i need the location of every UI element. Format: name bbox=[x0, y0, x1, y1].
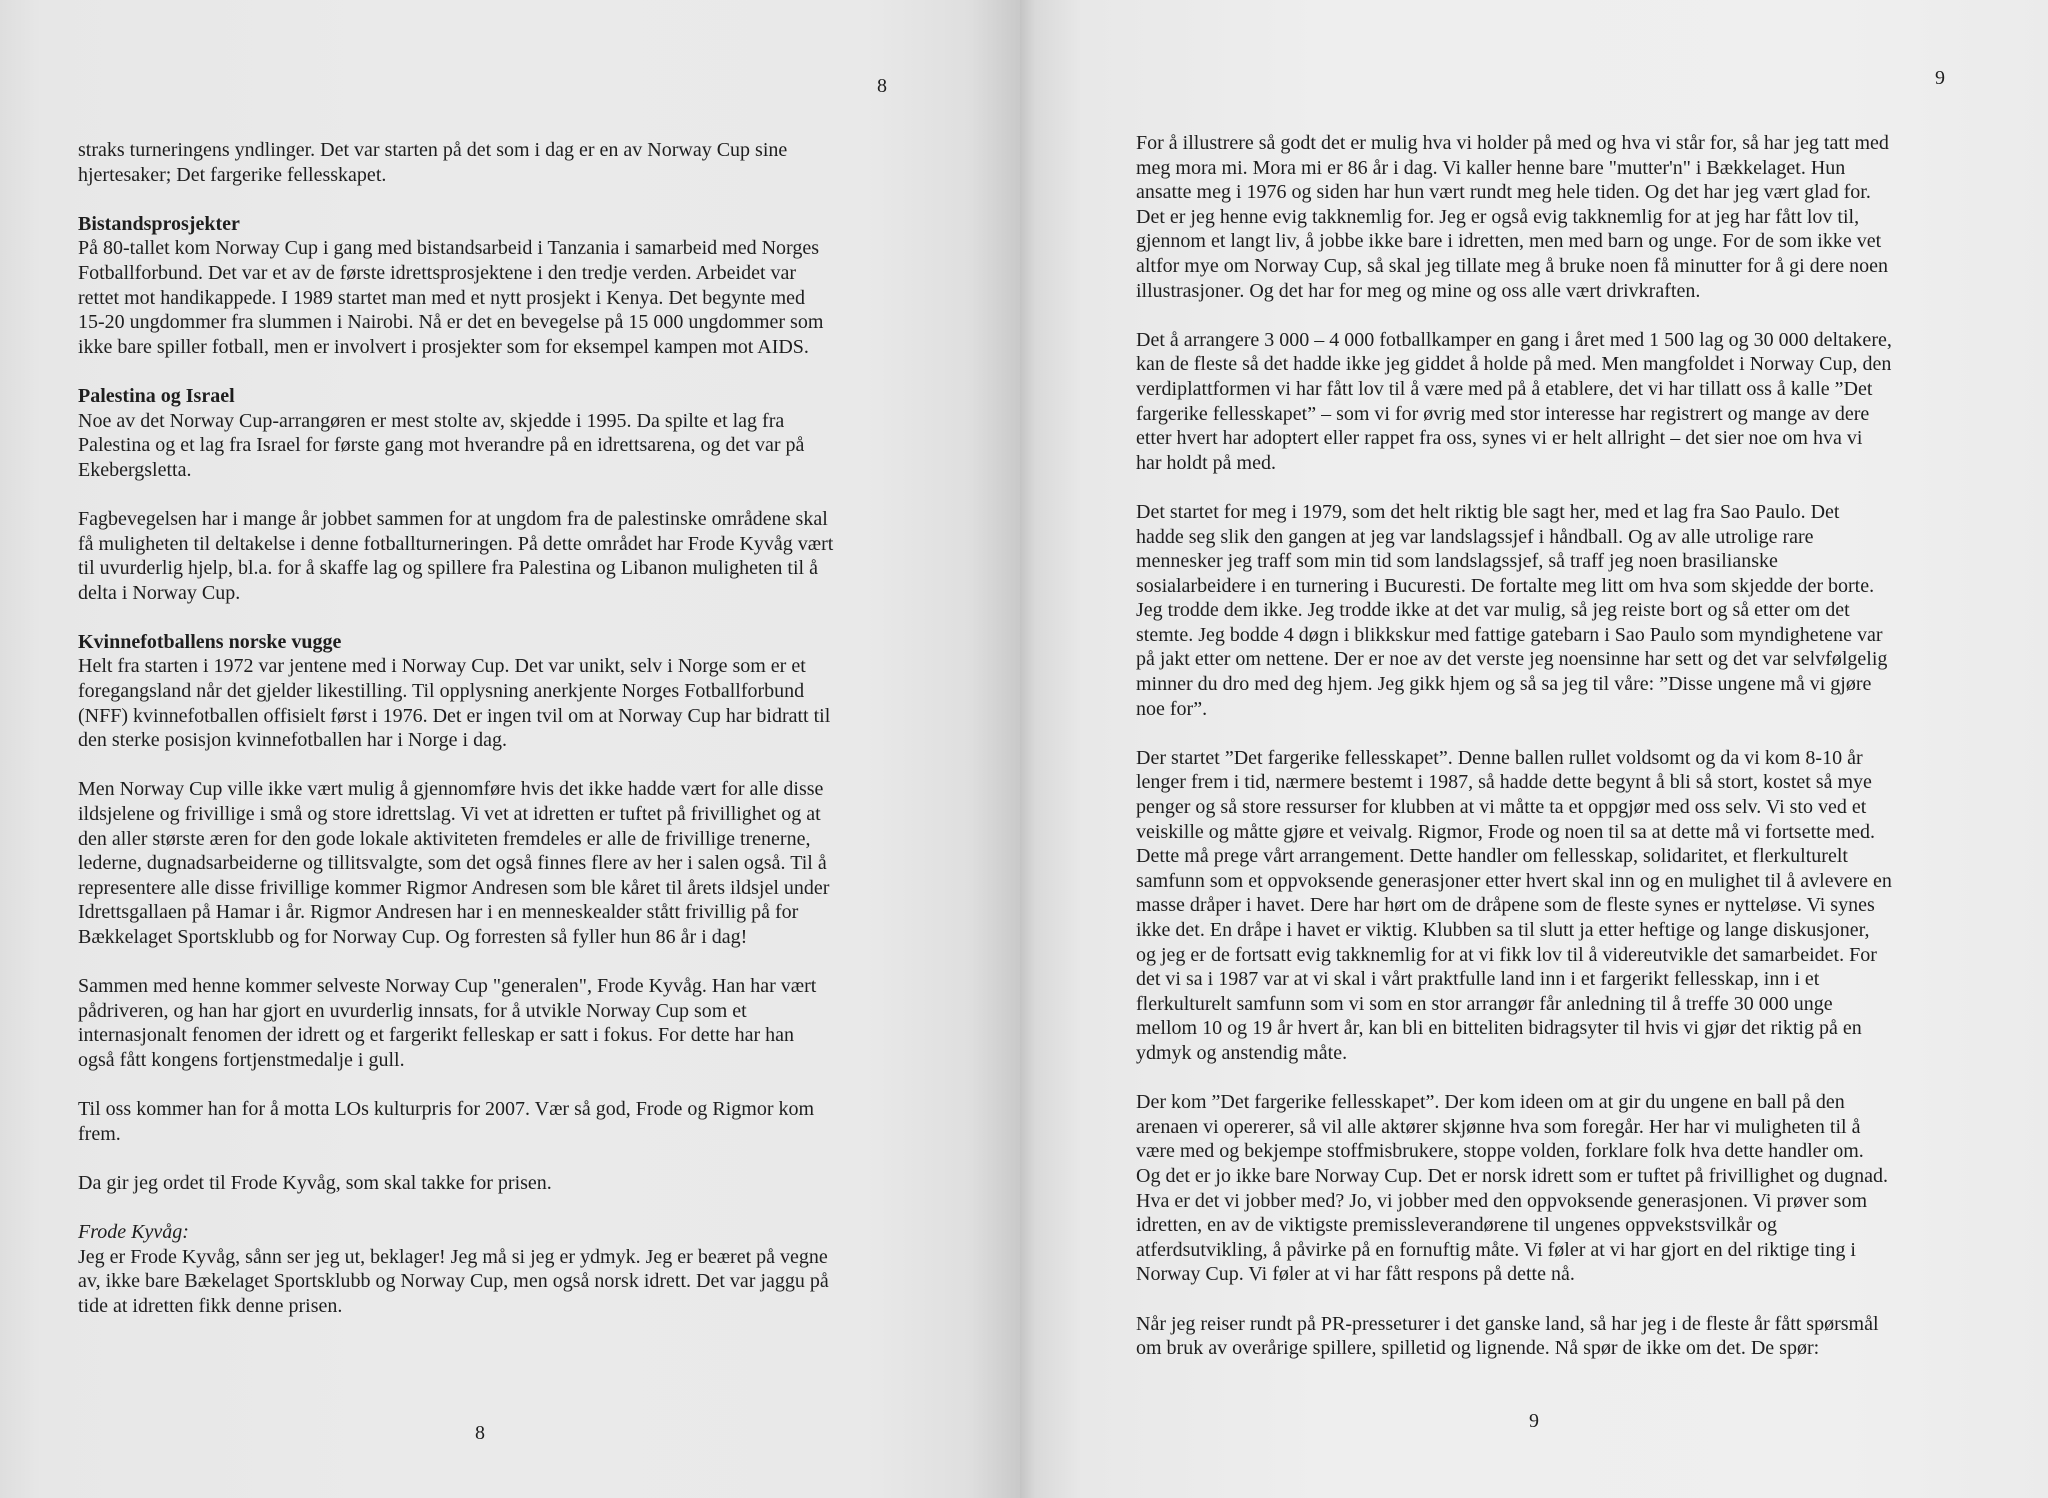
text-line: flerkulturelt samfunn som vi som en stor arrangør får anledning til å treffe 30 000 unge bbox=[1136, 992, 1833, 1015]
text-line: noe for”. bbox=[1136, 697, 1208, 720]
text-line: Og det er jo ikke bare Norway Cup. Det er norsk idrett som er tuftet på frivillighet og dugnad. bbox=[1136, 1164, 1889, 1187]
text-line: ikke det. En dråpe i havet er viktig. Klubben sa til slutt ja etter heftige og lange diskusjoner, bbox=[1136, 919, 1870, 941]
left-page bbox=[0, 0, 1020, 1498]
text-line: Palestina og et lag fra Israel for første gang mot hverandre på en idrettsarena, og det var på bbox=[78, 434, 805, 457]
text-line: kan de fleste så det hadde ikke jeg giddet å holde på med. Men mangfoldet i Norway Cup, den bbox=[1136, 353, 1892, 376]
text-line: stemte. Jeg bodde 4 døgn i blikkskur med fattige gatebarn i Sao Paulo som myndighetene var bbox=[1136, 623, 1883, 646]
text-line: etter hvert har adoptert eller rappet fra oss, synes vi er helt allright – det sier noe om hva vi bbox=[1136, 427, 1863, 450]
text-column bbox=[78, 138, 833, 1343]
text-line: For å illustrere så godt det er mulig hva vi holder på med og hva vi står for, så har jeg tatt med bbox=[1136, 132, 1889, 154]
text-line: 15-20 ungdommer fra slummen i Nairobi. Nå er det en bevegelse på 15 000 ungdommer som bbox=[78, 311, 824, 334]
page-number-bottom: 8 bbox=[475, 1422, 485, 1444]
text-line: rettet mot handikappede. I 1989 startet man med et nytt prosjekt i Kenya. Det begynte med bbox=[78, 286, 806, 309]
paragraph bbox=[1136, 1312, 1892, 1361]
text-line: ydmyk og anstendig måte. bbox=[1136, 1041, 1348, 1064]
text-line: atferdsutvikling, å påvirke på en fornuftig måte. Vi føler at vi har gjort en del riktige ting i bbox=[1136, 1238, 1856, 1261]
text-line: meg mora mi. Mora mi er 86 år i dag. Vi kaller henne bare "mutter'n" i Bækkelaget. Hun bbox=[1136, 156, 1846, 179]
text-line: den sterke posisjon kvinnefotballen har i Norge i dag. bbox=[78, 729, 507, 752]
section-kvinnefotballens-norske-vugge bbox=[78, 630, 833, 1196]
text-line: Til oss kommer han for å motta LOs kulturpris for 2007. Vær så god, Frode og Rigmor kom bbox=[78, 1098, 815, 1121]
paragraph bbox=[1136, 328, 1892, 476]
text-line: sosialarbeidere i en turnering i Bucuresti. De fortalte meg litt om hva som skjedde der borte. bbox=[1136, 574, 1875, 597]
text-column bbox=[1136, 131, 1892, 1385]
section-heading: Kvinnefotballens norske vugge bbox=[78, 630, 342, 653]
paragraph bbox=[1136, 1090, 1892, 1287]
text-line: minner du dro med deg hjem. Jeg gikk hjem og så sa jeg til våre: ”Disse ungene må vi gjøre bbox=[1136, 673, 1872, 696]
text-line: av, ikke bare Bækelaget Sportsklubb og Norway Cup, men også norsk idrett. Det var jaggu på bbox=[78, 1270, 829, 1293]
text-line: fargerike fellesskapet” – som vi for øvrig med stor interesse har registrert og mange av dere bbox=[1136, 402, 1870, 425]
text-line: Jeg trodde dem ikke. Jeg trodde ikke at det var mulig, så jeg reiste bort og så etter om det bbox=[1136, 599, 1850, 622]
paragraph bbox=[78, 777, 833, 949]
text-line: Fotballforbund. Det var et av de første idrettsprosjektene i den tredje verden. Arbeidet var bbox=[78, 261, 797, 284]
text-line: Det er jeg henne evig takknemlig for. Jeg er også evig takknemlig for at jeg har fått lov til, bbox=[1136, 205, 1860, 228]
text-line: ikke bare spiller fotball, men er involvert i prosjekter som for eksempel kampen mot AIDS. bbox=[78, 335, 809, 358]
paragraph bbox=[78, 409, 833, 483]
text-line: samfunn som et oppvoksende generasjoner etter hvert skal inn og en mulighet til å avlevere en bbox=[1136, 869, 1892, 892]
text-line: Det startet for meg i 1979, som det helt riktig ble sagt her, med et lag fra Sao Paulo. Det bbox=[1136, 500, 1840, 523]
text-line: illustrasjoner. Og det har for meg og mine og oss alle vært drivkraften. bbox=[1136, 279, 1701, 302]
text-line: og jeg er de fortsatt evig takknemlig for at vi fikk lov til å videreutvikle det samarbeidet. For bbox=[1136, 943, 1877, 966]
text-line: den aller største æren for den gode lokale aktiviteten fremdeles er alle de frivillige trenerne, bbox=[78, 827, 811, 850]
section-heading: Bistandsprosjekter bbox=[78, 212, 240, 235]
text-line: Men Norway Cup ville ikke vært mulig å gjennomføre hvis det ikke hadde vært for alle disse bbox=[78, 778, 824, 801]
text-line: Fagbevegelsen har i mange år jobbet sammen for at ungdom fra de palestinske områdene skal bbox=[78, 507, 828, 530]
text-line: (NFF) kvinnefotballen offisielt først i 1976. Det er ingen tvil om at Norway Cup har bidratt til bbox=[78, 704, 831, 727]
text-line: mennesker jeg traff som min tid som landslagssjef, så traff jeg noen brasilianske bbox=[1136, 550, 1778, 573]
text-line: det vi sa i 1987 var at vi skal i vårt praktfulle land inn i et fargerikt fellesskap, inn i et bbox=[1136, 968, 1820, 991]
text-line: hadde seg slik den gangen at jeg var landslagssjef i håndball. Og av alle utrolige rare bbox=[1136, 525, 1814, 548]
text-line: Idrettsgallaen på Hamar i år. Rigmor Andresen har i en menneskealder stått frivillig på for bbox=[78, 901, 799, 924]
paragraph bbox=[78, 1171, 833, 1196]
text-line: masse dråper i havet. Dere har hørt om de dråpene som de fleste synes er nytteløse. Vi synes bbox=[1136, 894, 1875, 917]
text-line: pådriveren, og han har gjort en uvurderlig innsats, for å utvikle Norway Cup som et bbox=[78, 999, 747, 1022]
text-line: lenger frem i tid, nærmere bestemt i 1987, så hadde dette begynt å bli så stort, kostet så mye bbox=[1136, 771, 1872, 794]
text-line: verdiplattformen vi har fått lov til å være med på å etablere, det vi har tillatt oss å kalle ”Det bbox=[1136, 377, 1873, 400]
text-line: lederne, dugnadsarbeiderne og tillitsvalgte, som det også finnes flere av her i salen også. Til å bbox=[78, 852, 827, 875]
paragraph bbox=[78, 974, 833, 1072]
section-palestina-og-israel bbox=[78, 384, 833, 605]
text-line: til uvurderlig hjelp, bl.a. for å skaffe lag og spillere fra Palestina og Libanon muligheten til å bbox=[78, 557, 818, 580]
page-number-bottom: 9 bbox=[1529, 1410, 1539, 1432]
paragraph bbox=[78, 1097, 833, 1146]
text-line: frem. bbox=[78, 1122, 121, 1145]
section-heading: Palestina og Israel bbox=[78, 384, 235, 407]
text-line: Dette må prege vårt arrangement. Dette handler om fellesskap, solidaritet, et flerkulturelt bbox=[1136, 845, 1848, 868]
text-line: ansatte meg i 1976 og siden har hun vært rundt meg hele tiden. Og det har jeg vært glad for. bbox=[1136, 181, 1871, 204]
text-line: også fått kongens fortjenstmedalje i gull. bbox=[78, 1048, 405, 1071]
text-line: Der kom ”Det fargerike fellesskapet”. Der kom ideen om at gir du ungene en ball på den bbox=[1136, 1091, 1845, 1114]
speech-paragraph bbox=[78, 1245, 833, 1319]
text-line: Noe av det Norway Cup-arrangøren er mest stolte av, skjedde i 1995. Da spilte et lag fra bbox=[78, 409, 785, 432]
text-line: gjennom et langt liv, å jobbe ikke bare i idretten, men med barn og unge. For de som ikke vet bbox=[1136, 230, 1882, 253]
text-line: altfor mye om Norway Cup, så skal jeg tillate meg å bruke noen få minutter for å gi dere noen bbox=[1136, 254, 1888, 277]
text-line: internasjonalt fenomen der idrett og et fargerikt felleskap er satt i fokus. For dette har han bbox=[78, 1024, 795, 1047]
text-line: hjertesaker; Det fargerike fellesskapet. bbox=[78, 163, 387, 186]
text-line: mellom 10 og 19 år hvert år, kan bli en bitteliten bidragsyter til hvis vi gjør det riktig på en bbox=[1136, 1017, 1862, 1040]
text-line: Der startet ”Det fargerike fellesskapet”. Denne ballen rullet voldsomt og da vi kom 8-10 år bbox=[1136, 746, 1863, 769]
text-line: Hva er det vi jobber med? Jo, vi jobber med den oppvoksende generasjonen. Vi prøver som bbox=[1136, 1189, 1868, 1212]
speaker-label: Frode Kyvåg: bbox=[78, 1221, 189, 1244]
text-line: Helt fra starten i 1972 var jentene med i Norway Cup. Det var unikt, selv i Norge som er et bbox=[78, 655, 806, 678]
text-line: om bruk av overårige spillere, spilletid og lignende. Nå spør de ikke om det. De spør: bbox=[1136, 1337, 1820, 1360]
text-line: tide at idretten fikk denne prisen. bbox=[78, 1294, 343, 1317]
text-line: Norway Cup. Vi føler at vi har fått respons på dette nå. bbox=[1136, 1263, 1575, 1286]
page-number-top: 8 bbox=[877, 75, 887, 97]
text-line: penger og så store ressurser for klubben at vi måtte ta et oppgjør med oss selv. Vi sto ved et bbox=[1136, 796, 1867, 819]
paragraph bbox=[1136, 746, 1892, 1066]
text-line: få muligheten til deltakelse i denne fotballturneringen. På dette området har Frode Kyvåg vært bbox=[78, 532, 834, 555]
paragraph bbox=[78, 236, 833, 359]
text-line: På 80-tallet kom Norway Cup i gang med bistandsarbeid i Tanzania i samarbeid med Norges bbox=[78, 237, 820, 260]
paragraph bbox=[78, 138, 833, 187]
text-line: ildsjelene og frivillige i små og store idrettslag. Vi vet at idretten er tuftet på frivillighet og at bbox=[78, 803, 821, 826]
section-bistandsprosjekter bbox=[78, 212, 833, 360]
text-line: arenaen vi opererer, så vil alle aktører skjønne hva som foregår. Her har vi muligheten til å bbox=[1136, 1115, 1861, 1138]
text-line: Jeg er Frode Kyvåg, sånn ser jeg ut, beklager! Jeg må si jeg er ydmyk. Jeg er beæret på vegne bbox=[78, 1245, 828, 1268]
text-line: Da gir jeg ordet til Frode Kyvåg, som skal takke for prisen. bbox=[78, 1171, 552, 1194]
text-line: straks turneringens yndlinger. Det var starten på det som i dag er en av Norway Cup sine bbox=[78, 139, 788, 161]
paragraph bbox=[1136, 500, 1892, 721]
text-line: Bækkelaget Sportsklubb og for Norway Cup. Og forresten så fyller hun 86 år i dag! bbox=[78, 926, 748, 948]
text-line: på jakt etter om nettene. Der er noe av det verste jeg noensinne har sett og det var selvfølgelig bbox=[1136, 648, 1888, 671]
text-line: være med og bekjempe stoffmisbrukere, stoppe volden, forklare folk hva dette handler om. bbox=[1136, 1140, 1864, 1163]
right-page bbox=[1020, 0, 2048, 1498]
text-line: Ekebergsletta. bbox=[78, 458, 192, 481]
paragraph bbox=[78, 654, 833, 752]
text-line: idretten, en av de viktigste premissleverandørene til ungenes oppvekstsvilkår og bbox=[1136, 1214, 1777, 1237]
text-line: Sammen med henne kommer selveste Norway Cup "generalen", Frode Kyvåg. Han har vært bbox=[78, 975, 817, 998]
page-number-top: 9 bbox=[1935, 67, 1945, 89]
text-line: Det å arrangere 3 000 – 4 000 fotballkamper en gang i året med 1 500 lag og 30 000 deltakere, bbox=[1136, 328, 1892, 351]
text-line: veiskille og måtte gjøre et veivalg. Rigmor, Frode og noen til sa at dette må vi fortsette med. bbox=[1136, 820, 1876, 843]
text-line: Når jeg reiser rundt på PR-presseturer i det ganske land, så har jeg i de fleste år fått spørsmål bbox=[1136, 1312, 1879, 1335]
paragraph bbox=[1136, 131, 1892, 303]
text-line: har holdt på med. bbox=[1136, 451, 1276, 474]
text-line: delta i Norway Cup. bbox=[78, 581, 241, 604]
text-line: representere alle disse frivillige kommer Rigmor Andresen som ble kåret til årets ildsjel under bbox=[78, 876, 830, 899]
text-line: foregangsland når det gjelder likestilling. Til opplysning anerkjente Norges Fotballforbund bbox=[78, 680, 805, 703]
paragraph bbox=[78, 507, 833, 605]
